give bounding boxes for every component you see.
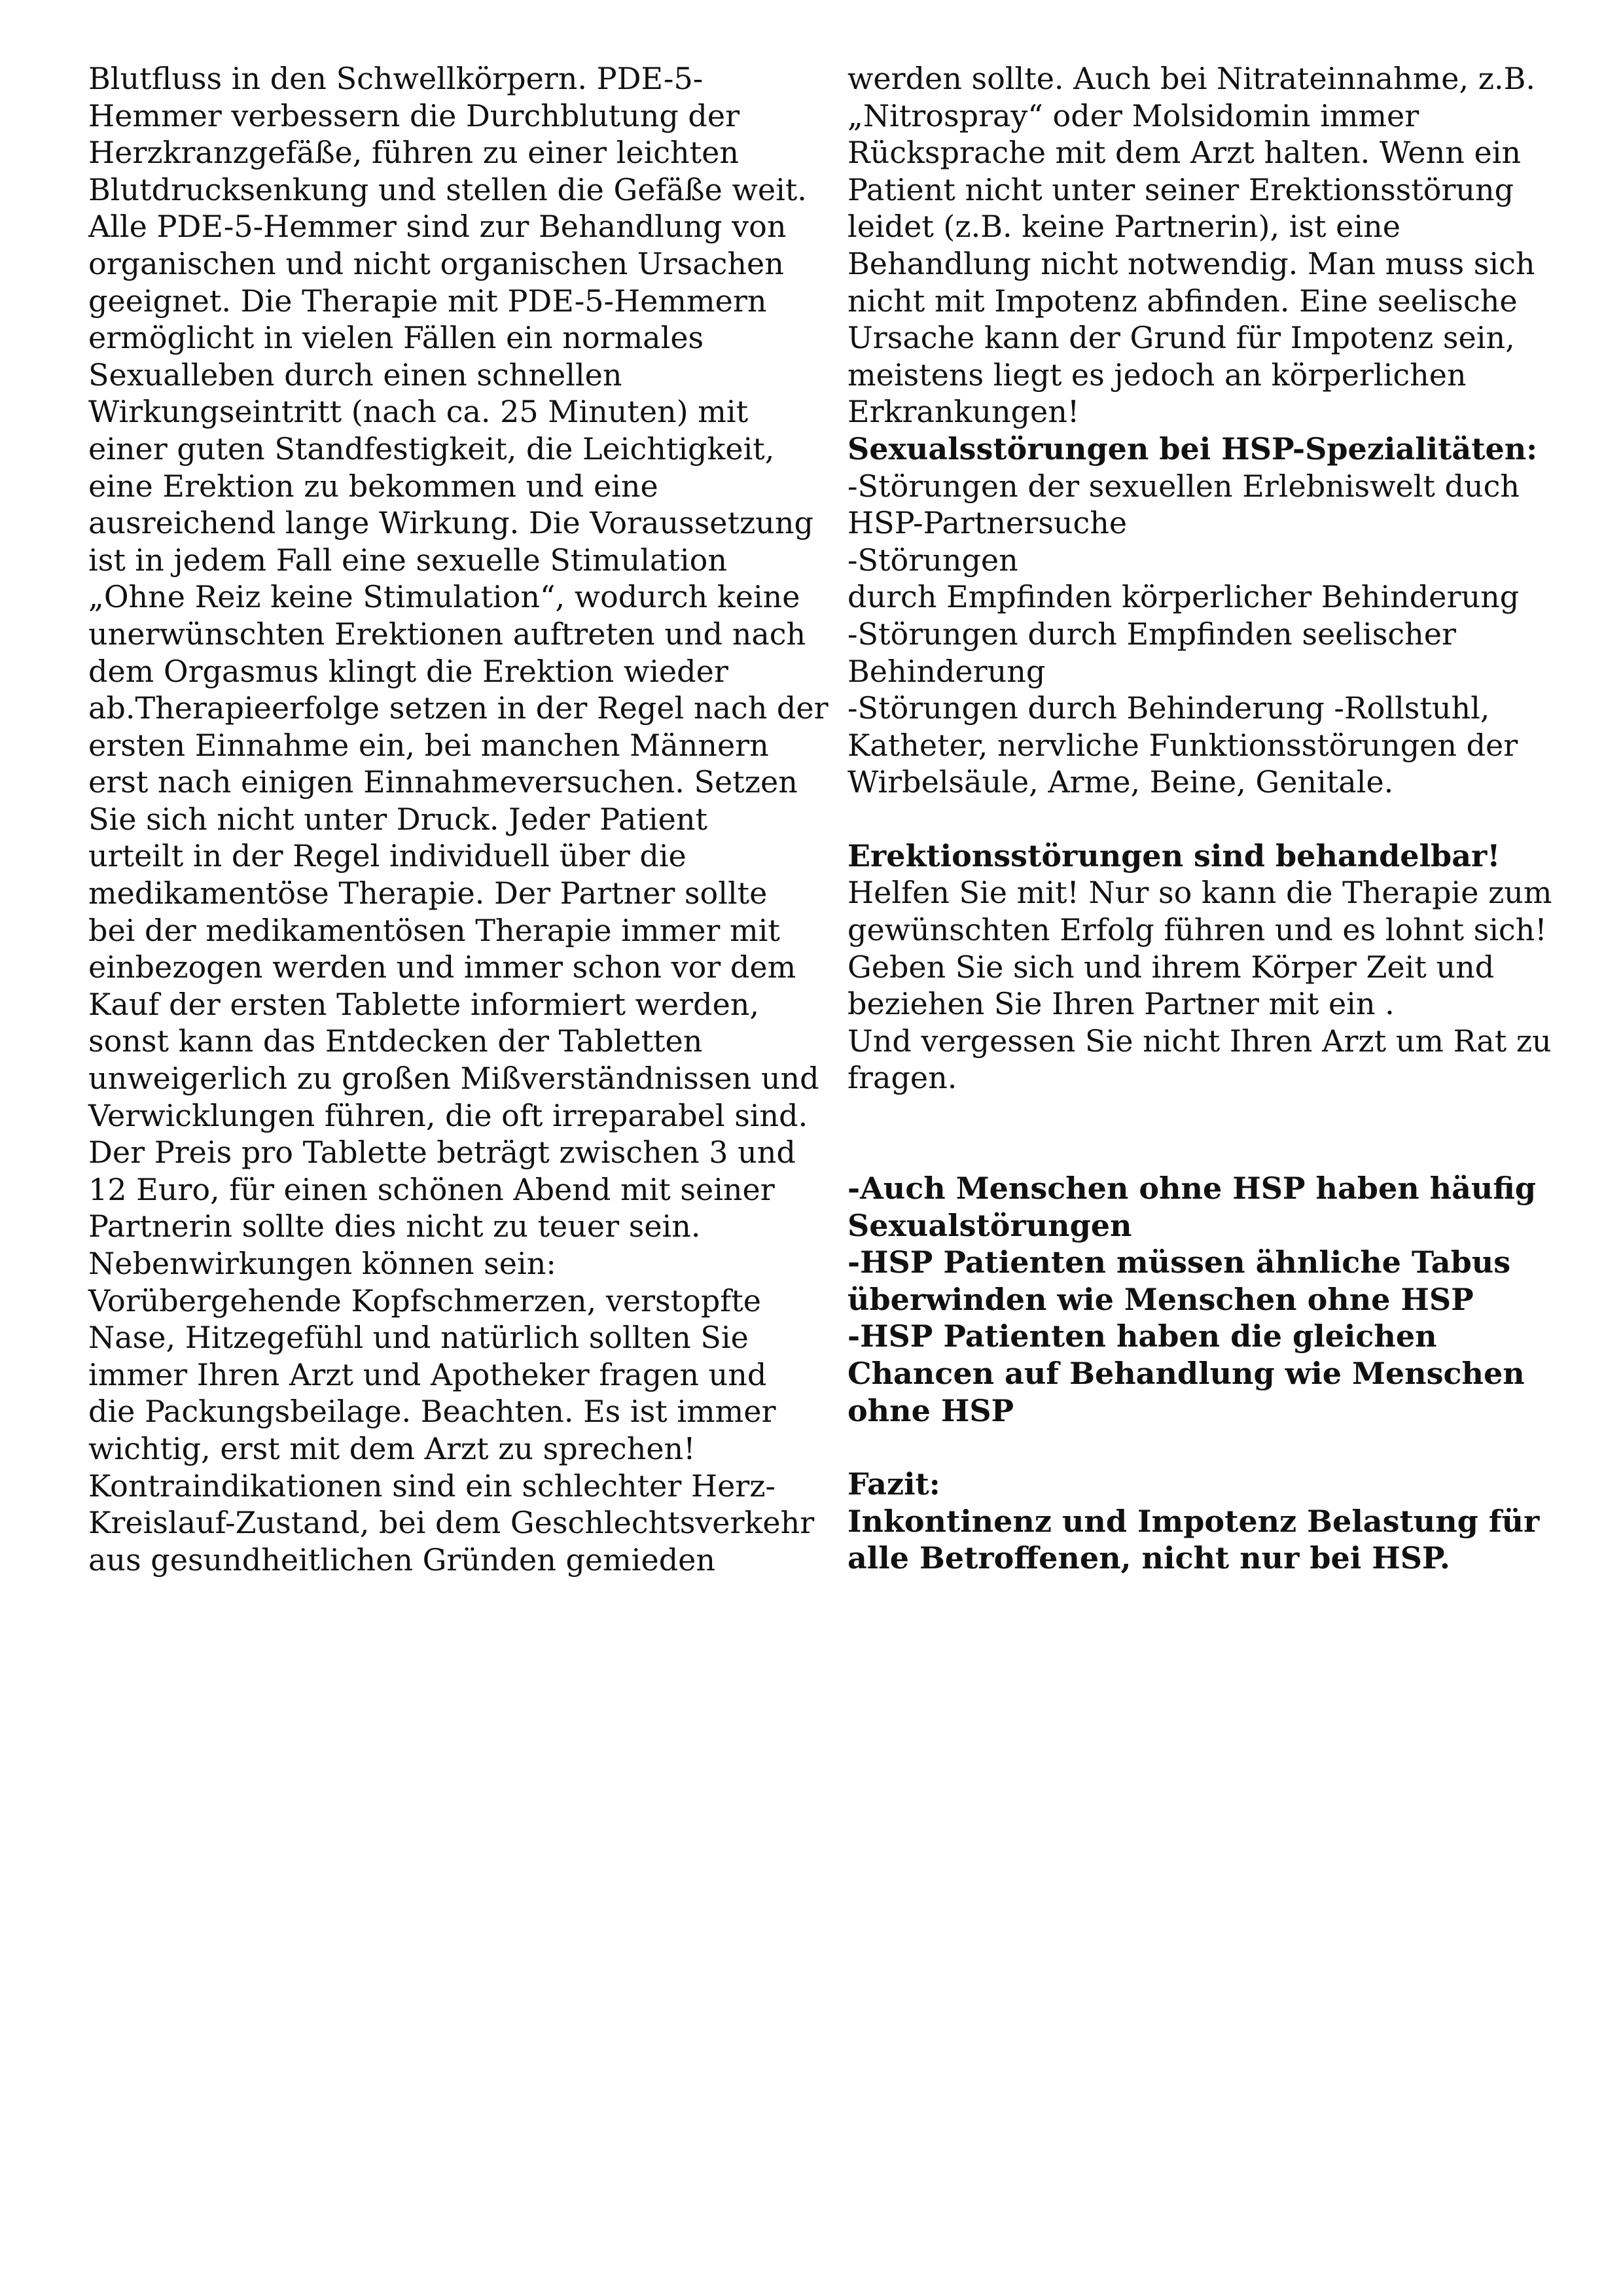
spacer xyxy=(847,1097,1554,1170)
hsp-line: HSP-Partnersuche xyxy=(847,505,1128,541)
left-line: medikamentöse Therapie. Der Partner sollte xyxy=(88,875,768,911)
left-line: ermöglicht in vielen Fällen ein normales xyxy=(88,320,704,356)
right-line: Rücksprache mit dem Arzt halten. Wenn ein xyxy=(847,135,1522,171)
right-line: „Nitrospray“ oder Molsidomin immer xyxy=(847,97,1419,133)
left-line: Sexualleben durch einen schnellen xyxy=(88,357,622,393)
treatable-line: Helfen Sie mit! Nur so kann die Therapie zum xyxy=(847,875,1552,911)
left-line: Wirkungseintritt (nach ca. 25 Minuten) mit xyxy=(88,394,749,430)
left-line: Kauf der ersten Tablette informiert werden, xyxy=(88,986,760,1022)
left-line: dem Orgasmus klingt die Erektion wieder xyxy=(88,653,728,689)
bold-point-line: Chancen auf Behandlung wie Menschen xyxy=(847,1356,1525,1391)
right-line: leidet (z.B. keine Partnerin), ist eine xyxy=(847,209,1400,245)
hsp-line: -Störungen der sexuellen Erlebniswelt duch xyxy=(847,468,1520,504)
bold-point-line: überwinden wie Menschen ohne HSP xyxy=(847,1281,1474,1317)
left-line: eine Erektion zu bekommen und eine xyxy=(88,468,658,504)
left-line: ausreichend lange Wirkung. Die Voraussetzung xyxy=(88,505,813,541)
left-line: geeignet. Die Therapie mit PDE-5-Hemmern xyxy=(88,283,767,319)
left-line: Nebenwirkungen können sein: xyxy=(88,1246,556,1281)
right-text-column xyxy=(847,60,1554,1577)
bold-point-line: -HSP Patienten haben die gleichen xyxy=(847,1318,1437,1354)
left-line: ersten Einnahme ein, bei manchen Männern xyxy=(88,727,769,763)
left-line: Hemmer verbessern die Durchblutung der xyxy=(88,97,740,133)
bold-point-line: Sexualstörungen xyxy=(847,1207,1132,1243)
left-line: Sie sich nicht unter Druck. Jeder Patient xyxy=(88,801,707,837)
left-line: Der Preis pro Tablette beträgt zwischen 3 und xyxy=(88,1135,796,1171)
left-line: aus gesundheitlichen Gründen gemieden xyxy=(88,1542,716,1578)
right-line: Patient nicht unter seiner Erektionsstörung xyxy=(847,171,1514,207)
right-line: nicht mit Impotenz abfinden. Eine seelische xyxy=(847,283,1518,319)
hsp-line: durch Empfinden körperlicher Behinderung xyxy=(847,579,1520,615)
right-line: meistens liegt es jedoch an körperlichen xyxy=(847,357,1467,393)
left-line: einer guten Standfestigkeit, die Leichtigkeit, xyxy=(88,431,775,467)
left-line: Kreislauf-Zustand, bei dem Geschlechtsverkehr xyxy=(88,1505,815,1541)
fazit-line: Inkontinenz und Impotenz Belastung für xyxy=(847,1503,1540,1539)
left-line: erst nach einigen Einnahmeversuchen. Setzen xyxy=(88,764,798,800)
bold-point-line: -Auch Menschen ohne HSP haben häufig xyxy=(847,1171,1536,1207)
left-line: unerwünschten Erektionen auftreten und nach xyxy=(88,616,806,652)
hsp-line: Behinderung xyxy=(847,653,1046,689)
left-line: Vorübergehende Kopfschmerzen, verstopfte xyxy=(88,1282,762,1318)
treatable-line: beziehen Sie Ihren Partner mit ein . xyxy=(847,986,1395,1022)
treatable-heading: Erektionsstörungen sind behandelbar! xyxy=(847,838,1501,874)
left-line: wichtig, erst mit dem Arzt zu sprechen! xyxy=(88,1430,696,1466)
hsp-line: Katheter, nervliche Funktionsstörungen der xyxy=(847,727,1518,763)
left-line: ab.Therapieerfolge setzen in der Regel nach der xyxy=(88,690,829,726)
hsp-line: -Störungen durch Empfinden seelischer xyxy=(847,616,1457,652)
left-text-column xyxy=(88,60,829,1578)
left-line: 12 Euro, für einen schönen Abend mit seiner xyxy=(88,1171,775,1207)
left-line: Blutfluss in den Schwellkörpern. PDE-5- xyxy=(88,61,704,96)
bold-point-line: ohne HSP xyxy=(847,1392,1014,1428)
left-line: „Ohne Reiz keine Stimulation“, wodurch keine xyxy=(88,579,800,615)
right-line: Erkrankungen! xyxy=(847,394,1080,430)
left-line: Blutdrucksenkung und stellen die Gefäße weit. xyxy=(88,171,807,207)
left-line: die Packungsbeilage. Beachten. Es ist immer xyxy=(88,1394,776,1430)
left-line: einbezogen werden und immer schon vor dem xyxy=(88,949,796,985)
left-line: immer Ihren Arzt und Apotheker fragen und xyxy=(88,1356,767,1392)
treatable-line: fragen. xyxy=(847,1060,957,1096)
left-line: unweigerlich zu großen Mißverständnissen und xyxy=(88,1061,819,1097)
left-line: Partnerin sollte dies nicht zu teuer sein. xyxy=(88,1209,701,1245)
left-line: urteilt in der Regel individuell über die xyxy=(88,838,687,874)
spacer xyxy=(847,1429,1554,1466)
right-line: werden sollte. Auch bei Nitrateinnahme, z.B. xyxy=(847,61,1535,96)
fazit-line: alle Betroffenen, nicht nur bei HSP. xyxy=(847,1540,1450,1576)
left-line: ist in jedem Fall eine sexuelle Stimulation xyxy=(88,542,727,578)
right-line: Ursache kann der Grund für Impotenz sein, xyxy=(847,320,1515,356)
left-line: Verwicklungen führen, die oft irreparabel sind. xyxy=(88,1097,808,1133)
left-line: Alle PDE-5-Hemmer sind zur Behandlung von xyxy=(88,209,787,245)
left-line: sonst kann das Entdecken der Tabletten xyxy=(88,1023,703,1059)
left-line: bei der medikamentösen Therapie immer mit xyxy=(88,912,780,948)
treatable-line: Geben Sie sich und ihrem Körper Zeit und xyxy=(847,949,1495,985)
hsp-line: Wirbelsäule, Arme, Beine, Genitale. xyxy=(847,764,1394,800)
left-line: organischen und nicht organischen Ursachen xyxy=(88,245,784,281)
treatable-line: gewünschten Erfolg führen und es lohnt sich! xyxy=(847,912,1547,948)
left-line: Herzkranzgefäße, führen zu einer leichten xyxy=(88,135,740,171)
bold-point-line: -HSP Patienten müssen ähnliche Tabus xyxy=(847,1245,1511,1280)
spacer xyxy=(847,801,1554,838)
hsp-line: -Störungen xyxy=(847,542,1018,578)
left-line: Kontraindikationen sind ein schlechter Herz- xyxy=(88,1468,776,1504)
left-line: Nase, Hitzegefühl und natürlich sollten Sie xyxy=(88,1320,749,1356)
hsp-heading: Sexualsstörungen bei HSP-Spezialitäten: xyxy=(847,431,1538,467)
right-line: Behandlung nicht notwendig. Man muss sich xyxy=(847,245,1535,281)
hsp-line: -Störungen durch Behinderung -Rollstuhl, xyxy=(847,690,1490,726)
treatable-line: Und vergessen Sie nicht Ihren Arzt um Rat zu xyxy=(847,1023,1552,1059)
fazit-heading: Fazit: xyxy=(847,1466,940,1502)
